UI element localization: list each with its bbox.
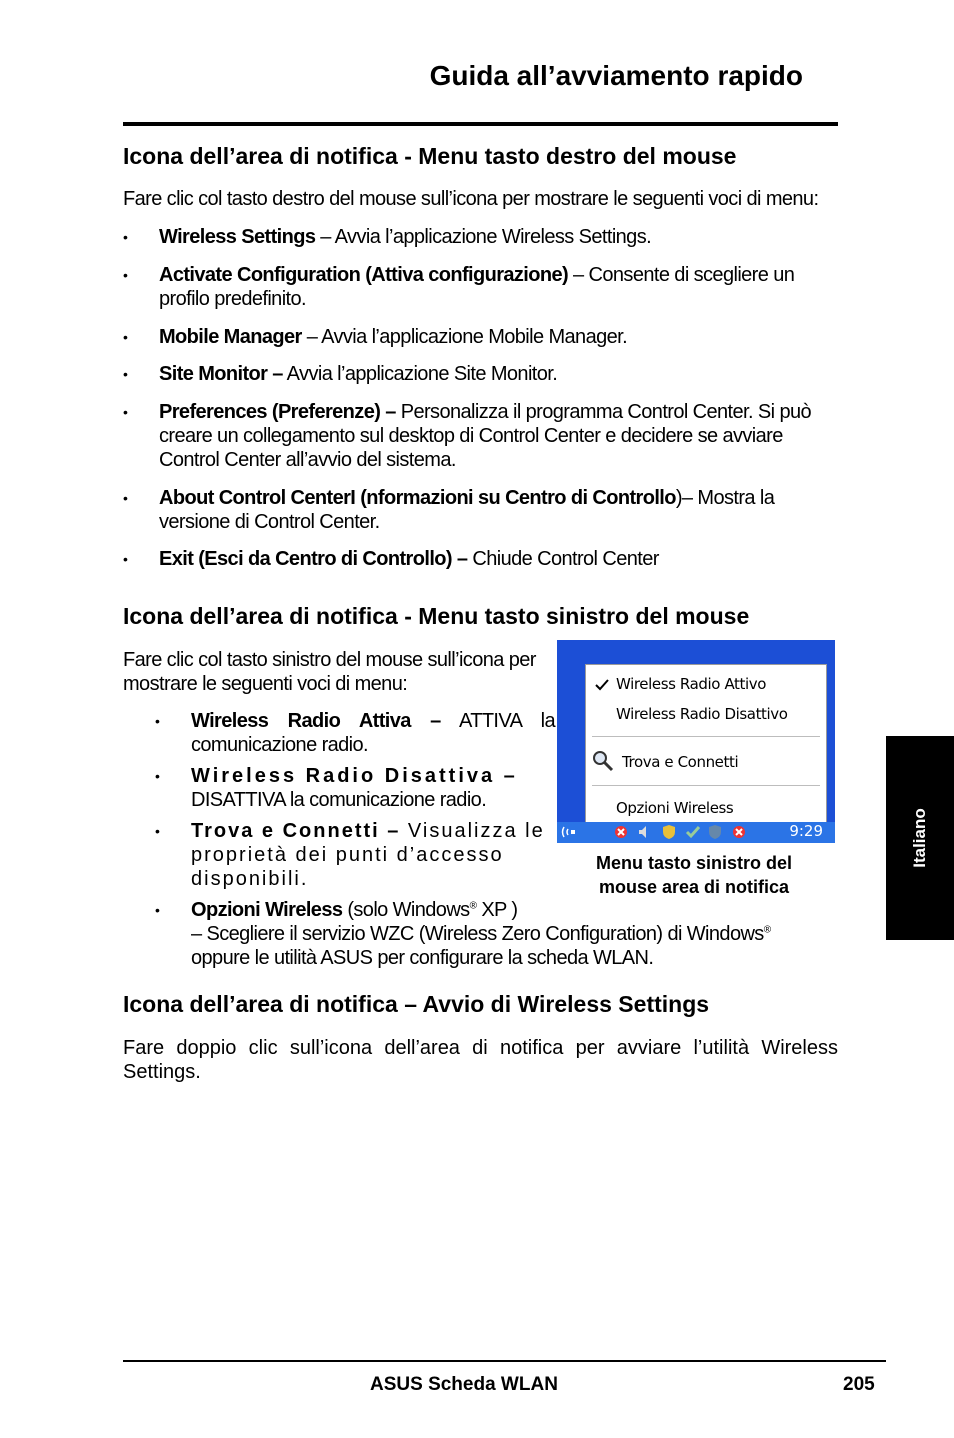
tray-context-menu (585, 664, 827, 832)
wireless-signal-icon[interactable] (561, 825, 581, 839)
section-heading-launch: Icona dell’area di notifica – Avvio di Wireless Settings (123, 991, 710, 1017)
section-heading-left-click: Icona dell’area di notifica - Menu tasto sinistro del mouse (123, 603, 750, 629)
checkmark-icon (595, 679, 609, 691)
footer-divider (123, 1360, 886, 1362)
tray-menu-screenshot (557, 640, 835, 843)
menu-item-find-connect[interactable]: Trova e Connetti (622, 753, 739, 771)
page-number: 205 (843, 1374, 875, 1395)
figure-caption: Menu tasto sinistro del mouse area di notifica (595, 853, 793, 897)
page-header-title: Guida all’avviamento rapido (429, 60, 803, 91)
left-click-menu-list: • Wireless Radio Attiva – ATTIVA la comunicazione radio. • Wireless Radio Disattiva – DISATTIVA la comunicazione radio. • Trova e Connetti – Visualizza le proprietà dei punti d’accesso disponibili. (155, 710, 556, 890)
right-click-menu-list: • Wireless Settings – Avvia l’applicazione Wireless Settings. • Activate Configuration (Attiva configurazione) – Consente di scegliere un profilo predefinito. • Mobile Manager – Avvia l’applicazione Mobile Manager. • Site Monitor – Avvia l’applicazione Site Monitor. • Preferences (Preferenze) – Personalizza il programma Control Center. Si può creare un collegamento sul desktop di Control Center e decidere se avviare Control Center all’avvio del sistema. • About Control CenterI (nformazioni su Centro di Controllo)– Mostra la versione di Control Center. • Exit (Esci da Centro di Controllo) – Chiude Control Center (123, 226, 812, 570)
language-tab: Italiano (886, 736, 954, 940)
taskbar (557, 822, 835, 843)
check-icon[interactable] (685, 824, 701, 840)
taskbar-clock: 9:29 (789, 822, 823, 840)
menu-item-radio-off[interactable]: Wireless Radio Disattivo (616, 705, 788, 723)
section2-intro: Fare clic col tasto sinistro del mouse sull’icona per mostrare le seguenti voci di menu: (123, 649, 536, 695)
footer-product: ASUS Scheda WLAN (370, 1374, 558, 1395)
section-heading-right-click: Icona dell’area di notifica - Menu tasto destro del mouse (123, 143, 737, 169)
network-icon[interactable] (613, 824, 629, 840)
alert-icon[interactable] (731, 824, 747, 840)
menu-item-wireless-options[interactable]: Opzioni Wireless (616, 799, 734, 817)
security-icon[interactable] (707, 824, 723, 840)
section1-intro: Fare clic col tasto destro del mouse sull’icona per mostrare le seguenti voci di menu: (123, 188, 819, 210)
header-divider (123, 122, 838, 126)
menu-item-radio-on[interactable]: Wireless Radio Attivo (616, 675, 767, 693)
magnifier-icon (591, 749, 615, 773)
section3-text: Fare doppio clic sull’icona dell’area di notifica per avviare l’utilità Wireless Settings. (123, 1037, 838, 1083)
volume-icon[interactable] (637, 824, 653, 840)
shield-icon[interactable] (661, 824, 677, 840)
